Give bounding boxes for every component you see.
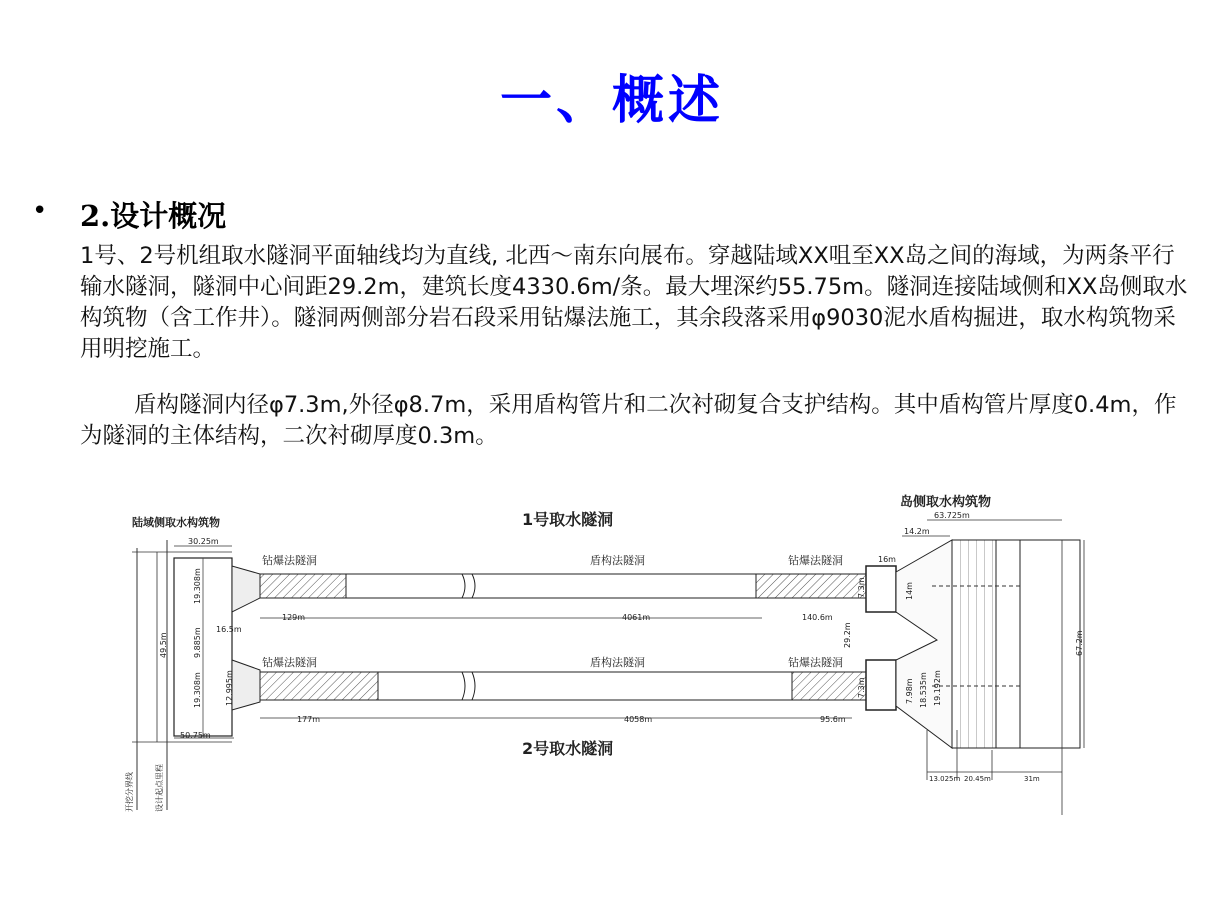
tunnel2-shield-label: 盾构法隧洞 [590,656,645,669]
island-shaft-1 [866,566,896,612]
slide-title: 一、概述 [499,70,724,131]
dim-4061: 4061m [622,613,651,622]
bullet-marker: • [32,196,48,226]
dim-19-192: 19.192m [933,670,942,706]
tunnel1-name: 1号取水隧洞 [522,510,614,529]
tunnel1-drillblast-right [756,574,866,598]
dim-16-5: 16.5m [216,625,242,634]
dim-14-2: 14.2m [904,527,930,536]
tunnel1-drillblast-left-label: 钻爆法隧洞 [262,554,317,567]
tunnel2-drillblast-right-label: 钻爆法隧洞 [788,656,843,669]
dim-67-2: 67.2m [1075,630,1084,656]
tunnel2-name: 2号取水隧洞 [522,739,614,758]
tunnel1-drillblast-right-label: 钻爆法隧洞 [788,554,843,567]
paragraph-structure: 盾构隧洞内径φ7.3m,外径φ8.7m，采用盾构管片和二次衬砌复合支护结构。其中盾构管片厚度0.4m，作为隧洞的主体结构，二次衬砌厚度0.3m。 [80,392,1177,449]
section-heading: 2.设计概况 [80,199,227,233]
dim-7-3b: 7.3m [857,677,866,698]
tunnel2-drillblast-left [260,672,378,700]
dim-18-535: 18.535m [919,672,928,708]
left-line-label-2: 设计起点里程 [155,764,164,812]
land-portal-top [232,566,260,612]
dim-30-25: 30.25m [188,537,219,546]
dim-7-3a: 7.3m [857,577,866,598]
tunnel1-shield-label: 盾构法隧洞 [590,554,645,567]
left-line-label-1: 开挖分界线 [125,772,134,812]
dim-29-2: 29.2m [843,622,852,648]
tunnel2-shield [378,672,792,700]
island-funnel [896,540,952,748]
dim-19-308-top: 19.308m [193,568,202,604]
tunnel1-drillblast-left [260,574,346,598]
island-structure-label: 岛侧取水构筑物 [900,495,992,510]
tunnel2-drillblast-right [792,672,866,700]
dim-129: 129m [282,613,306,622]
dim-49-5: 49.5m [159,632,168,658]
land-structure-label: 陆域侧取水构筑物 [132,516,220,529]
dim-9-885: 9.885m [193,627,202,658]
dim-13-025: 13.025m [929,775,961,783]
dim-7-98: 7.98m [905,678,914,704]
dim-19-308-bot: 19.308m [193,672,202,708]
dim-12-995: 12.995m [225,670,234,706]
dim-20-45: 20.45m [964,775,991,783]
island-structure-block [952,540,996,748]
tunnel1-shield [346,574,756,598]
land-portal-bottom [232,660,260,710]
dim-140-6: 140.6m [802,613,833,622]
dim-177: 177m [297,715,321,724]
dim-14: 14m [905,582,914,600]
tunnel2-drillblast-left-label: 钻爆法隧洞 [262,656,317,669]
dim-63-725: 63.725m [934,511,970,520]
dim-16: 16m [878,555,896,564]
tunnel-plan-drawing [112,480,1112,825]
dim-50-75: 50.75m [180,731,211,740]
dim-95-6: 95.6m [820,715,846,724]
dim-31: 31m [1024,775,1040,783]
paragraph-overview: 1号、2号机组取水隧洞平面轴线均为直线, 北西～南东向展布。穿越陆域XX咀至XX岛之间的海域，为两条平行输水隧洞，隧洞中心间距29.2m，建筑长度4330.6m/条。最大埋深约55.75m。隧洞连接陆域侧和XX岛侧取水构筑物（含工作井）。隧洞两侧部分岩石段采用钻爆法施工，其余段落采用φ9030泥水盾构掘进，取水构筑物采用明挖施工。 [80,243,1188,362]
dim-4058: 4058m [624,715,653,724]
island-shaft-2 [866,660,896,710]
